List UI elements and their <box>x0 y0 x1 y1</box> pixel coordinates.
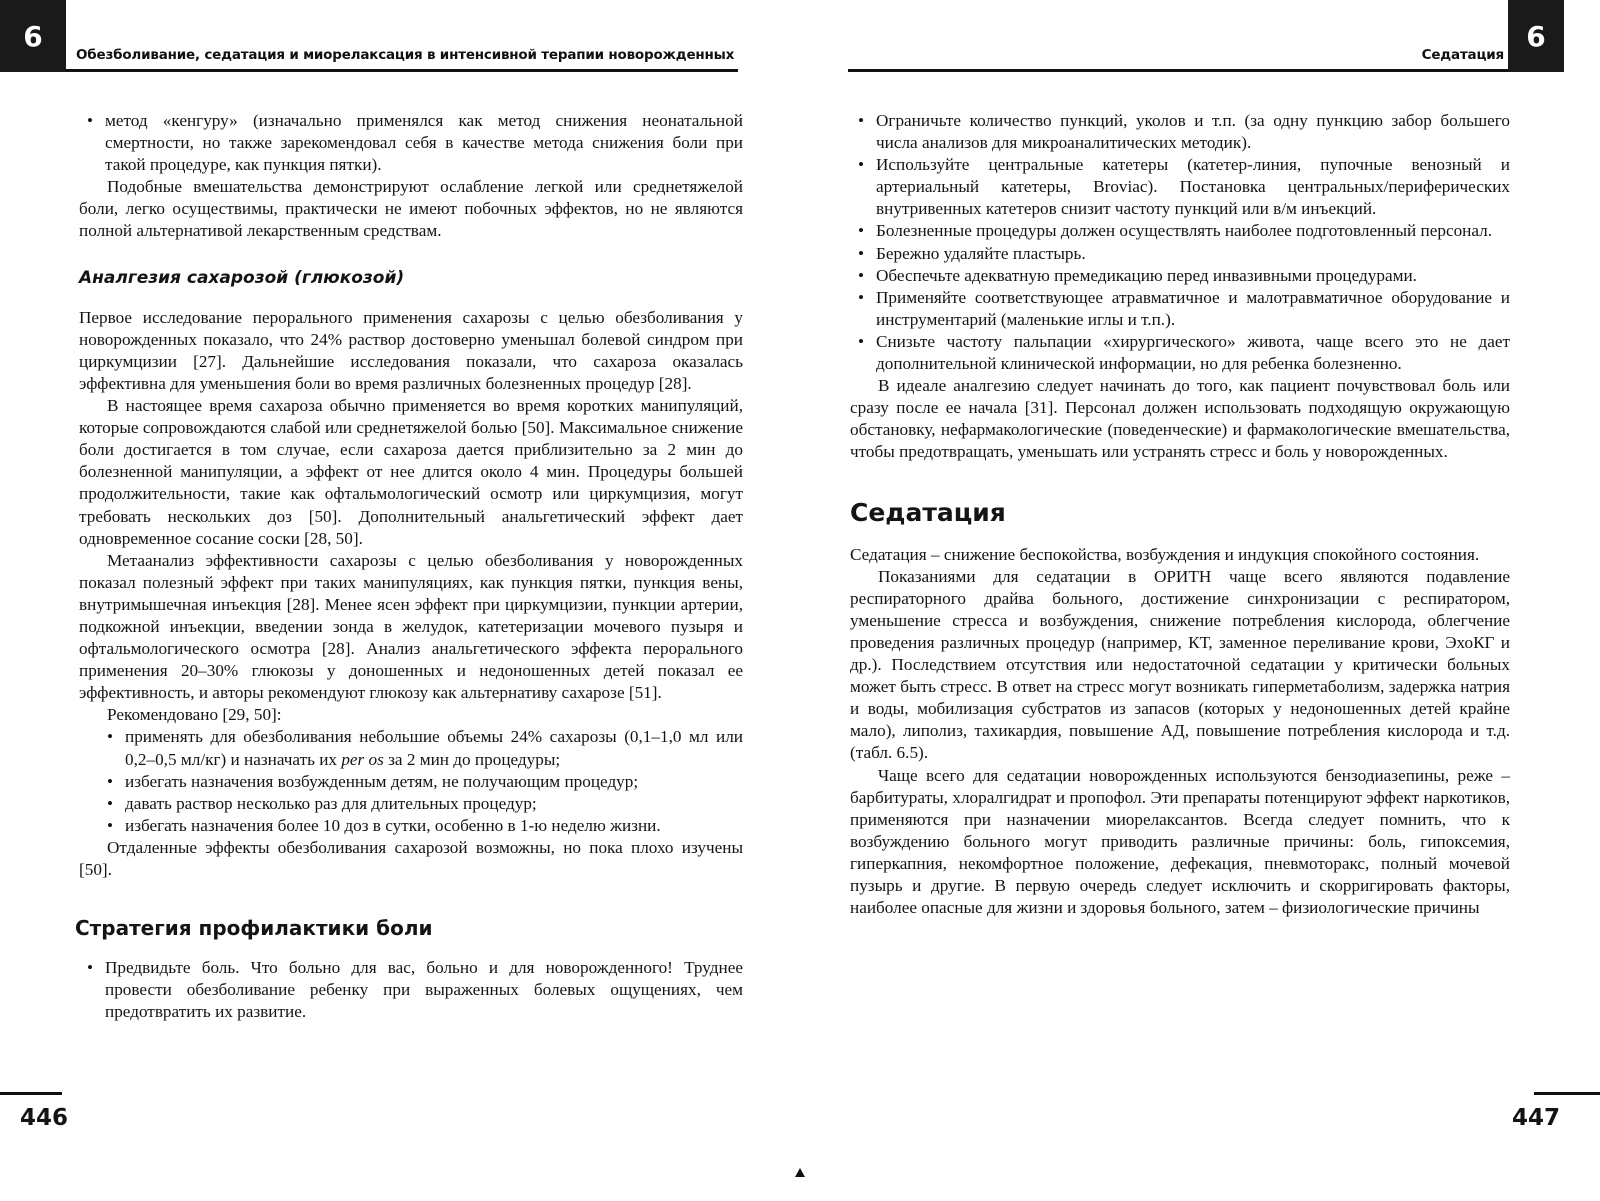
kangaroo-bullet-list <box>79 110 743 176</box>
list-item: • Используйте центральные катетеры (катетер-линия, пупочные венозный и артериальный катетеры, Broviac). Постановка центральных/периферических внутривенных катетеров снизит частоту пункций или в/м инъекций. <box>850 154 1510 220</box>
right-page-body <box>850 110 1510 919</box>
header-rule-right <box>848 69 1508 72</box>
paragraph: Седатация – снижение беспокойства, возбуждения и индукция спокойного состояния. <box>850 544 1480 564</box>
list-item: • применять для обезболивания небольшие объемы 24% сахарозы (0,1–1,0 мл или 0,2–0,5 мл/кг) и назначать их per os за 2 мин до процедуры; <box>79 726 743 770</box>
sedation-section-heading: Седатация <box>850 497 1006 527</box>
recommendations-list <box>79 726 743 836</box>
paragraph: Метаанализ эффективности сахарозы с целью обезболивания у новорожденных показал полезный эффект при таких манипуляциях, как пункция пятки, пункция вены, внутримышечная инъекция [28]. Менее ясен эффект при циркумцизии, пункции артерии, подкожной инъекции, введении зонда в желудок, катетеризации мочевого пузыря и офтальмологического осмотра [28]. Анализ анальгетического эффекта перорального применения 20–30% глюкозы у доношенных и недоношенных детей показал ее эффективность, и авторы рекомендуют глюкозу как альтернативу сахарозе [51]. <box>79 550 743 703</box>
paragraph: Чаще всего для седатации новорожденных используются бензодиазепины, реже – барбитураты, хлоралгидрат и пропофол. Эти препараты потенцируют эффект наркотиков, применяются при назначении миорелаксантов. Всегда следует помнить, что к возбуждению больного могут приводить различные причины: боль, гипоксемия, гиперкапния, некомфортное положение, дефекация, пневмоторакс, полный мочевой пузырь и другие. В первую очередь следует исключить и скорригировать факторы, наиболее опасные для жизни и здоровья больного, затем – физиологические причины <box>850 765 1510 918</box>
paragraph: В идеале аналгезию следует начинать до того, как пациент почувствовал боль или сразу после ее начала [31]. Персонал должен использовать подходящую окружающую обстановку, нефармакологические (поведенческие) и фармакологические вмешательства, чтобы предотвращать, уменьшать или устранять стресс и боль у новорожденных. <box>850 376 1510 462</box>
paragraph: Подобные вмешательства демонстрируют ослабление легкой или среднетяжелой боли, легко осуществимы, практически не имеют побочных эффектов, но не являются полной альтернативой лекарственным средствам. <box>79 177 743 241</box>
chapter-tab-left <box>0 0 66 72</box>
strategy-heading: Стратегия профилактики боли <box>75 916 433 941</box>
prevention-bullet-list <box>850 110 1510 375</box>
paragraph: Отдаленные эффекты обезболивания сахарозой возможны, но пока плохо изучены [50]. <box>79 837 743 879</box>
paragraph: Показаниями для седатации в ОРИТН чаще всего являются подавление респираторного драйва больного, достижение синхронизации с респиратором, уменьшение стресса и возбуждения, снижение потребления кислорода, облегчение проведения различных процедур (например, КТ, заменное переливание крови, ЭхоКГ и др.). Последствием отсутствия или недостаточной седатации у критически больных может быть стресс. В ответ на стресс могут возникать гиперметаболизм, задержка натрия и воды, мобилизация субстратов из запасов (которых у недоношенных детей крайне мало), липолиз, тахикардия, повышение АД, повышение потребления кислорода и т.д. (табл. 6.5). <box>850 566 1510 763</box>
chapter-number: 6 <box>1526 19 1546 53</box>
list-item: • Бережно удаляйте пластырь. <box>850 243 1510 265</box>
chapter-number: 6 <box>23 19 43 53</box>
list-item: • Применяйте соответствующее атравматичное и малотравматичное оборудование и инструментарий (маленькие иглы и т.п.). <box>850 287 1510 331</box>
list-item: • избегать назначения возбужденным детям, не получающим процедур; <box>79 771 743 793</box>
page-number-left: 446 <box>20 1105 69 1131</box>
list-item: • Болезненные процедуры должен осуществлять наиболее подготовленный персонал. <box>850 220 1510 242</box>
sucrose-heading: Аналгезия сахарозой (глюкозой) <box>79 267 405 288</box>
header-rule-left <box>66 69 738 72</box>
running-head-left: Обезболивание, седатация и миорелаксация в интенсивной терапии новорожденных <box>76 47 735 63</box>
list-item: • Ограничьте количество пункций, уколов и т.п. (за одну пункцию забор большего числа анализов для микроаналитических методик). <box>850 110 1510 154</box>
list-item: • Обеспечьте адекватную премедикацию перед инвазивными процедурами. <box>850 265 1510 287</box>
list-item: • давать раствор несколько раз для длительных процедур; <box>79 793 743 815</box>
list-item: • Предвидьте боль. Что больно для вас, больно и для новорожденного! Труднее провести обезболивание ребенку при выраженных болевых ощущениях, чем предотвратить их развитие. <box>79 957 743 1023</box>
recommended-label: Рекомендовано [29, 50]: <box>107 705 282 725</box>
gutter-mark <box>795 1168 805 1177</box>
running-head-right: Седатация <box>1421 47 1504 63</box>
footer-rule-right <box>1534 1092 1600 1095</box>
strategy-bullet-list <box>79 957 743 1023</box>
page-number-right: 447 <box>1511 1105 1560 1131</box>
paragraph: В настоящее время сахароза обычно применяется во время коротких манипуляций, которые сопровождаются слабой или среднетяжелой болью [50]. Максимальное снижение боли достигается в том случае, если сахароза дается приблизительно за 2 мин до болезненной манипуляции, а эффект от нее длится около 4 мин. Процедуры большей продолжительности, такие как офтальмологический осмотр или циркумцизия, могут требовать нескольких доз [50]. Дополнительный анальгетический эффект дает одновременное сосание соски [28, 50]. <box>79 396 743 548</box>
list-item: • метод «кенгуру» (изначально применялся как метод снижения неонатальной смертности, но также зарекомендовал себя в качестве метода снижения боли при такой процедуре, как пункция пятки). <box>79 110 743 176</box>
chapter-tab-right <box>1508 0 1564 72</box>
footer-rule-left <box>0 1092 62 1095</box>
list-item: • Снизьте частоту пальпации «хирургического» живота, чаще всего это не дает дополнительной клинической информации, но для ребенка болезненно. <box>850 331 1510 375</box>
list-item: • избегать назначения более 10 доз в сутки, особенно в 1-ю неделю жизни. <box>79 815 743 837</box>
left-page-body <box>75 110 743 1023</box>
paragraph: Первое исследование перорального применения сахарозы с целью обезболивания у новорожденных показало, что 24% раствор достоверно уменьшал болевой синдром при циркумцизии [27]. Дальнейшие исследования показали, что сахароза оказалась эффективна для уменьшения боли во время различных болезненных процедур [28]. <box>79 307 743 393</box>
